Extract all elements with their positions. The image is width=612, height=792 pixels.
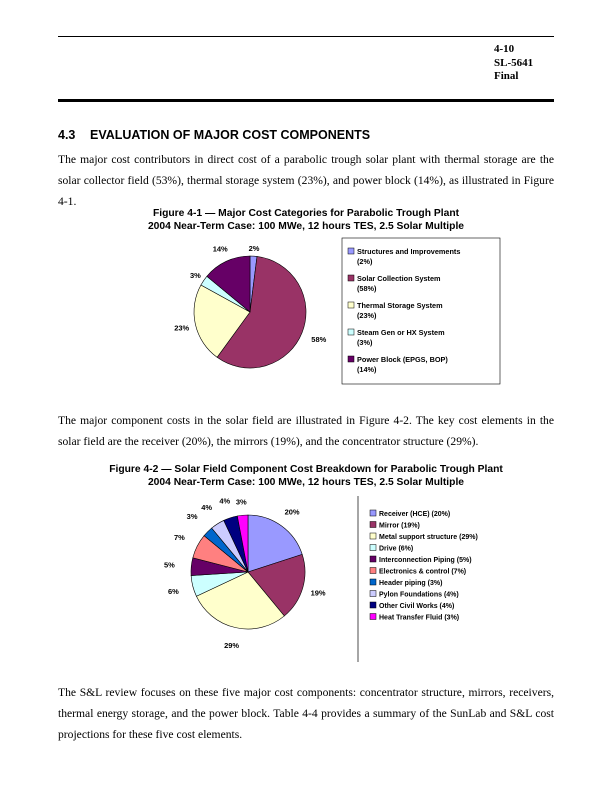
figure2-legend-swatch-mirror: [370, 522, 376, 528]
figure1-data-label-structures-and-improvements: 2%: [248, 244, 260, 254]
figure2-legend-label-interconnection-piping: Interconnection Piping (5%): [379, 557, 472, 564]
figure2-data-label-other-civil-works: 4%: [219, 496, 231, 506]
figure1-legend-label-structures-and-improvements-1: (2%): [357, 257, 373, 266]
report-id: SL-5641: [494, 56, 534, 69]
figure2-data-label-pylon-foundations: 4%: [201, 503, 213, 512]
figure1-legend: [342, 238, 500, 384]
page-number: 4-10: [494, 43, 515, 55]
figure2-data-label-metal-support-structure: 29%: [224, 641, 240, 651]
figure1-legend-swatch-steam-gen-or-hx-system: [348, 329, 354, 335]
figure2-legend-label-mirror: Mirror (19%): [379, 522, 420, 530]
figure2-legend-swatch-interconnection-piping: [370, 556, 376, 562]
figure2-data-label-drive: 6%: [167, 587, 179, 597]
figure2-legend-label-electronics-control: Electronics & control (7%): [379, 568, 467, 576]
paragraph-1: The major cost contributors in direct cost of a parabolic trough solar plant with thermal storage are the solar collector field (53%), thermal storage system (23%), and power block (14%), as illustrated in Figure 4-1.: [58, 153, 554, 208]
figure1-data-label-thermal-storage-system: 23%: [174, 323, 190, 333]
figure2-data-label-electronics-control: 7%: [173, 533, 185, 542]
figure2-data-label-header-piping: 3%: [186, 512, 198, 522]
paragraph-2: The major component costs in the solar field are illustrated in Figure 4-2. The key cost elements in the solar field are the receiver (20%), the mirrors (19%), and the concentrator structure (29%).: [58, 414, 554, 448]
section-heading: [58, 128, 370, 142]
figure2-legend-label-receiver-hce: Receiver (HCE) (20%): [379, 511, 451, 518]
figure2-legend-label-pylon-foundations: Pylon Foundations (4%): [379, 591, 459, 599]
figure1-title-line2: 2004 Near-Term Case: 100 MWe, 12 hours TES, 2.5 Solar Multiple: [147, 221, 465, 232]
figure1-title-line1: Figure 4-1 — Major Cost Categories for Parabolic Trough Plant: [152, 208, 460, 219]
paragraph-3: The S&L review focuses on these five major cost components: concentrator structure, mirrors, receivers, thermal energy storage, and the power block. Table 4-4 provides a summary of the SunLab and S&L cost projections for these five cost elements.: [58, 686, 554, 741]
figure2-data-label-receiver-hce: 20%: [284, 507, 300, 517]
page-header: [494, 43, 554, 84]
figure1-legend-label-solar-collection-system-1: (58%): [357, 284, 377, 293]
section-number: 4.3: [58, 128, 76, 142]
figure1-legend-label-power-block-epgs-bop-1: (14%): [357, 365, 377, 374]
header-rule-bottom: [58, 99, 554, 102]
figure2-pie-chart: [150, 494, 520, 666]
figure2-legend-swatch-other-civil-works: [370, 602, 376, 608]
figure1-legend-label-thermal-storage-system-0: Thermal Storage System: [357, 301, 443, 310]
figure2-legend-swatch-metal-support-structure: [370, 533, 376, 539]
report-status: Final: [494, 70, 519, 82]
figure2-legend-label-drive: Drive (6%): [379, 545, 414, 553]
figure2-data-label-mirror: 19%: [310, 588, 326, 598]
figure2-title: [58, 463, 554, 489]
figure2-legend-label-other-civil-works: Other Civil Works (4%): [379, 603, 455, 610]
header-rule-top: [58, 36, 554, 37]
figure1-data-label-solar-collection-system: 58%: [311, 335, 327, 345]
section-title: EVALUATION OF MAJOR COST COMPONENTS: [90, 128, 371, 142]
figure1-data-label-steam-gen-or-hx-system: 3%: [189, 270, 201, 280]
figure1-legend-label-steam-gen-or-hx-system-1: (3%): [357, 338, 373, 347]
figure1-title: [58, 207, 554, 233]
figure2-legend-swatch-electronics-control: [370, 568, 376, 574]
figure2-legend-swatch-drive: [370, 545, 376, 551]
figure1-legend-label-thermal-storage-system-1: (23%): [357, 311, 377, 320]
figure1-legend-label-steam-gen-or-hx-system-0: Steam Gen or HX System: [357, 328, 445, 337]
figure1-legend-swatch-solar-collection-system: [348, 275, 354, 281]
figure1-legend-swatch-thermal-storage-system: [348, 302, 354, 308]
figure1-legend-swatch-structures-and-improvements: [348, 248, 354, 254]
figure2-legend-label-metal-support-structure: Metal support structure (29%): [379, 534, 478, 541]
figure1-data-label-power-block-epgs-bop: 14%: [212, 244, 228, 254]
figure2-title-line2: 2004 Near-Term Case: 100 MWe, 12 hours TES, 2.5 Solar Multiple: [147, 477, 465, 488]
figure2-legend: [370, 510, 478, 622]
figure2-title-line1: Figure 4-2 — Solar Field Component Cost Breakdown for Parabolic Trough Plant: [109, 464, 503, 475]
figure1-legend-label-solar-collection-system-0: Solar Collection System: [357, 274, 441, 283]
figure1-legend-label-power-block-epgs-bop-0: Power Block (EPGS, BOP): [357, 355, 448, 364]
figure2-legend-swatch-pylon-foundations: [370, 591, 376, 597]
figure1-pie-chart: [150, 236, 510, 386]
figure1-legend-label-structures-and-improvements-0: Structures and Improvements: [357, 247, 461, 256]
figure2-data-label-heat-transfer-fluid: 3%: [235, 497, 247, 507]
figure2-legend-label-header-piping: Header piping (3%): [379, 580, 443, 587]
figure2-data-label-interconnection-piping: 5%: [163, 560, 175, 570]
figure1-legend-swatch-power-block-epgs-bop: [348, 356, 354, 362]
figure2-legend-swatch-header-piping: [370, 579, 376, 585]
figure2-legend-swatch-heat-transfer-fluid: [370, 614, 376, 620]
figure2-legend-label-heat-transfer-fluid: Heat Transfer Fluid (3%): [379, 614, 460, 622]
figure2-legend-swatch-receiver-hce: [370, 510, 376, 516]
